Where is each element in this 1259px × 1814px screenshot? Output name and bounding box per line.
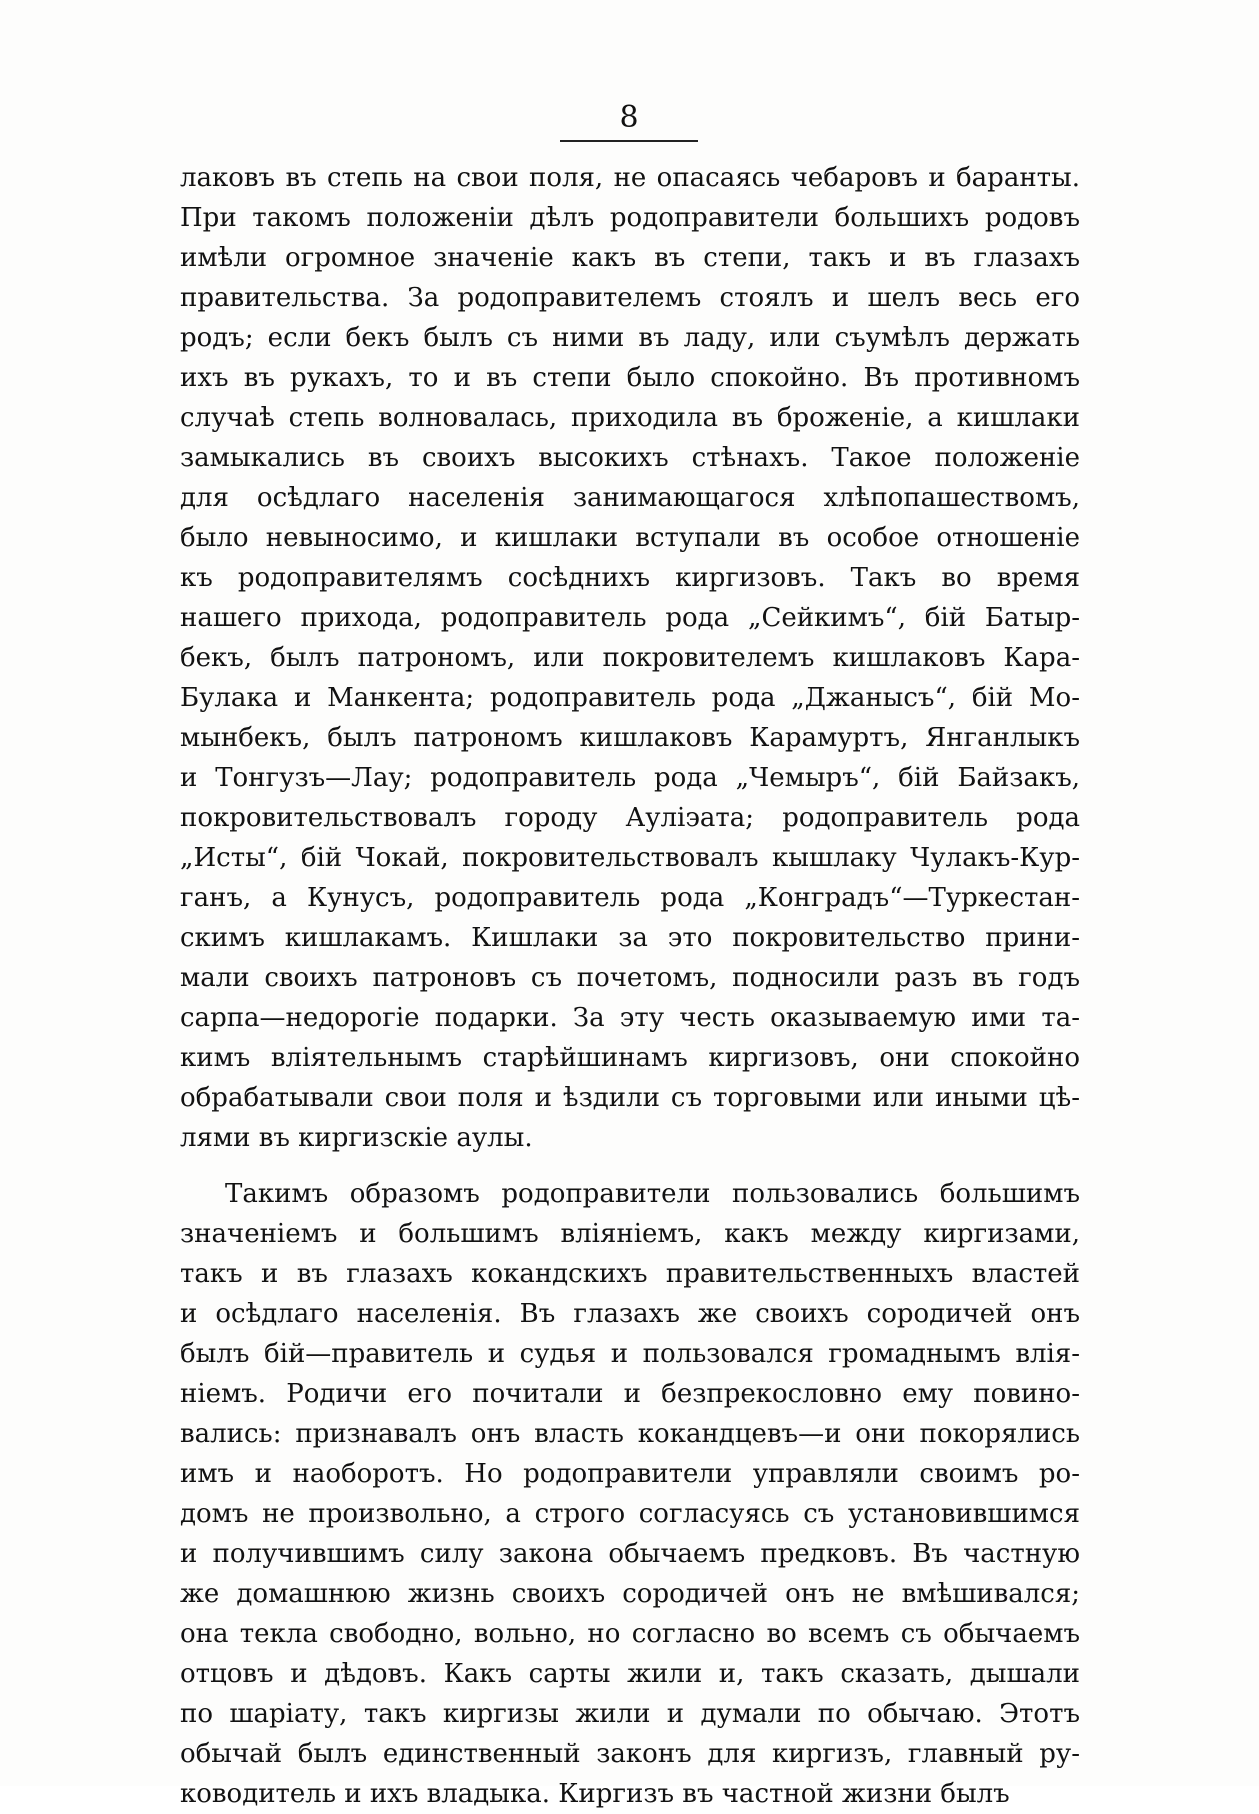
text-line: случаѣ степь волновалась, приходила въ броженiе, а кишлаки [180,403,1080,433]
text-line: мынбекъ, былъ патрономъ кишлаковъ Карамуртъ, Янганлыкъ [180,723,1080,753]
text-line: къ родоправителямъ сосѣднихъ киргизовъ. Такъ во время [180,563,1080,593]
text-line: Булака и Манкента; родоправитель рода „Джанысъ“, бiй Мо- [180,683,1080,713]
text-line: бекъ, былъ патрономъ, или покровителемъ кишлаковъ Кара- [180,643,1080,673]
text-line: родъ; если бекъ былъ съ ними въ ладу, или съумѣлъ держать [180,323,1080,353]
text-line: замыкались въ своихъ высокихъ стѣнахъ. Такое положенiе [180,443,1080,473]
text-line: кимъ влiятельнымъ старѣйшинамъ киргизовъ, они спокойно [180,1043,1080,1073]
text-line: имѣли огромное значенiе какъ въ степи, такъ и въ глазахъ [180,243,1080,273]
text-line: и осѣдлаго населенiя. Въ глазахъ же своихъ сородичей онъ [180,1299,1080,1329]
text-line: Такимъ образомъ родоправители пользовались большимъ [225,1179,1080,1209]
text-line: она текла свободно, вольно, но согласно во всемъ съ обычаемъ [180,1619,1080,1649]
text-line: правительства. За родоправителемъ стоялъ и шелъ весь его [180,283,1080,313]
text-line: нашего прихода, родоправитель рода „Сейкимъ“, бiй Батыр- [180,603,1080,633]
text-line: домъ не произвольно, а строго согласуясь съ установившимся [180,1499,1080,1529]
text-line: обычай былъ единственный законъ для киргизъ, главный ру- [180,1739,1080,1769]
paragraph-gap [180,1158,1080,1174]
page-header [0,100,1259,135]
text-line: значенiемъ и большимъ влiянiемъ, какъ между киргизами, [180,1219,1080,1249]
text-line: При такомъ положенiи дѣлъ родоправители большихъ родовъ [180,203,1080,233]
text-line: обрабатывали свои поля и ѣздили съ торговыми или иными цѣ- [180,1083,1080,1113]
text-line: и Тонгузъ—Лау; родоправитель рода „Чемыръ“, бiй Байзакъ, [180,763,1080,793]
text-line: мали своихъ патроновъ съ почетомъ, подносили разъ въ годъ [180,963,1080,993]
paragraph [180,1174,1080,1814]
paragraph [180,158,1080,1158]
text-line: скимъ кишлакамъ. Кишлаки за это покровительство прини- [180,923,1080,953]
text-line: былъ бiй—правитель и судья и пользовался громаднымъ влiя- [180,1339,1080,1369]
text-line: сарпа—недорогiе подарки. За эту честь оказываемую ими та- [180,1003,1080,1033]
text-line: имъ и наоборотъ. Но родоправители управляли своимъ ро- [180,1459,1080,1489]
text-line: ганъ, а Кунусъ, родоправитель рода „Конградъ“—Туркестан- [180,883,1080,913]
text-line: ихъ въ рукахъ, то и въ степи было спокойно. Въ противномъ [180,363,1080,393]
text-line: нiемъ. Родичи его почитали и безпрекословно ему повино- [180,1379,1080,1409]
page-number: 8 [619,100,640,135]
text-line: лями въ киргизскiе аулы. [180,1123,533,1153]
text-line: лаковъ въ степь на свои поля, не опасаясь чебаровъ и баранты. [180,163,1080,193]
text-line: такъ и въ глазахъ кокандскихъ правительственныхъ властей [180,1259,1080,1289]
text-line: по шарiату, такъ киргизы жили и думали по обычаю. Этотъ [180,1699,1080,1729]
text-body [180,158,1080,1814]
text-line: для осѣдлаго населенiя занимающагося хлѣпопашествомъ, [180,483,1080,513]
text-line: ководитель и ихъ владыка. Киргизъ въ частной жизни былъ [180,1779,1010,1809]
text-line: было невыносимо, и кишлаки вступали въ особое отношенiе [180,523,1080,553]
text-line: „Исты“, бiй Чокай, покровительствовалъ кышлаку Чулакъ-Кур- [180,843,1080,873]
text-line: отцовъ и дѣдовъ. Какъ сарты жили и, такъ сказать, дышали [180,1659,1080,1689]
text-line: покровительствовалъ городу Аулiэата; родоправитель рода [180,803,1080,833]
text-line: же домашнюю жизнь своихъ сородичей онъ не вмѣшивался; [180,1579,1080,1609]
text-line: и получившимъ силу закона обычаемъ предковъ. Въ частную [180,1539,1080,1569]
text-line: вались: признавалъ онъ власть кокандцевъ—и они покорялись [180,1419,1080,1449]
header-rule [560,140,698,142]
